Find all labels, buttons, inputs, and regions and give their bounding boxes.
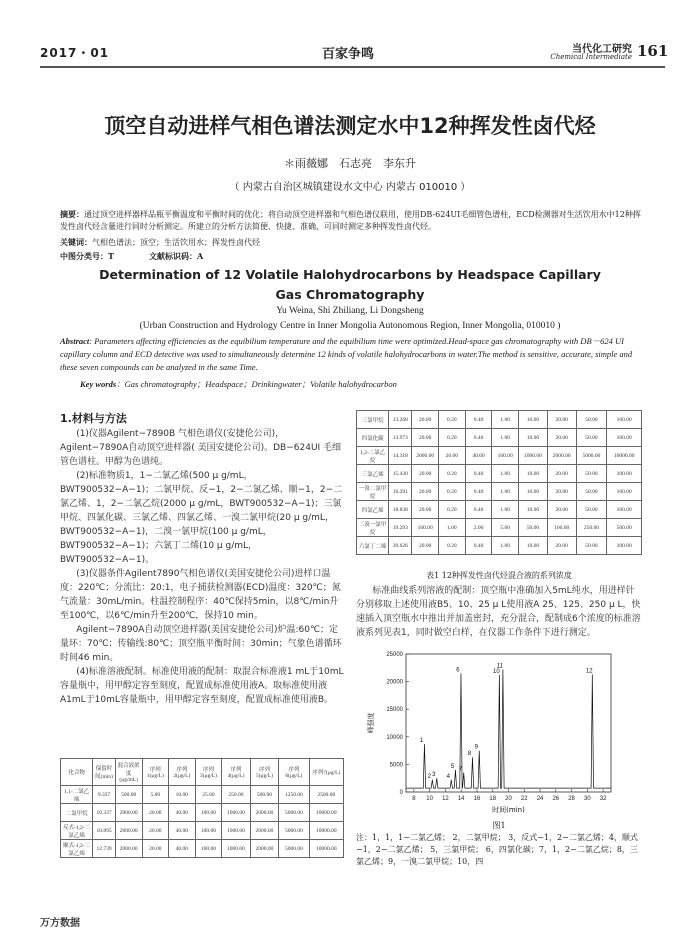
table-row [357,447,642,465]
table-cell: 50.00 [576,537,607,555]
table-cell: 2000.00 [250,822,279,840]
table-cell: 20.00 [439,447,466,465]
table-cell: 0.40 [465,411,492,429]
paragraph-conditions: (3)仪器条件Agilent7890气相色谱仪(美国安捷伦公司)进样口温度：220℃；分流比：20:1，电子捕获检测器(ECD)温度：320℃；氮气流量：30mL/min。柱温控制程序：40℃保持5min，以8℃/min升至100℃，以6℃/min升至200℃，保持10 min。 [60,569,341,621]
table-cell: 1.00 [439,519,466,537]
table-cell: 500.00 [607,519,642,537]
table-row [357,411,642,429]
x-tick-label: 26 [552,796,560,802]
y-axis-label: 峰强度 [367,712,375,734]
table-cell: 2000.00 [115,804,142,822]
x-tick-label: 14 [457,796,465,802]
authors-en: Yu Weina, Shi Zhiliang, Li Dongsheng [276,306,424,316]
table-cell: 20.00 [547,429,576,447]
doc-code-label: 文献标识码： [149,251,198,261]
chromatogram-trace [406,669,611,788]
table-cell: 10000.00 [607,447,642,465]
table-cell: 20.00 [412,537,439,555]
table-cell: 20.00 [142,804,169,822]
x-tick-label: 24 [536,796,544,802]
peak-label: 8 [467,751,472,758]
table-cell: 500.00 [250,786,279,804]
y-tick-label: 0 [399,790,403,796]
table-cell: 50.00 [576,429,607,447]
table-cell: 1.00 [492,537,519,555]
table-cell: 六氯丁二烯 [357,537,389,555]
table-cell: 15.430 [389,465,412,483]
table-cell: 100.00 [607,465,642,483]
table-cell: 二溴一氯甲烷 [357,519,389,537]
abstract-en-text: : Parameters affecting efficiencies as the equibilium temperature and the equibilium time were optimized.Head-space gas chromatography with DB－624 UI capillary column and ECD detective was used to simultaneously determine 12 kinds of volatile halohydrocarbons in water.The method is sensitive, accurate, simple and these seven compounds can be analyzed in the same Time. [60,336,633,372]
table-cell: 10.00 [519,465,548,483]
table-cell: 5.00 [492,519,519,537]
table-cell: 20.00 [547,483,576,501]
affiliation-en: (Urban Construction and Hydrology Centre in Inner Mongolia Autonomous Region, Inner Mongolia, 010010 ) [139,321,561,331]
table-cell: 100.00 [492,447,519,465]
keywords-en-label: Key words [80,379,117,389]
table-header-cell: 序列2(μg/L) [169,759,196,786]
y-tick-label: 25000 [386,652,403,658]
table-cell: 100.00 [607,501,642,519]
y-tick-label: 10000 [386,734,403,741]
table-cell: 10.00 [519,501,548,519]
abstract-cn [60,208,643,233]
table-cell: 0.40 [465,483,492,501]
x-tick-label: 16 [473,796,481,802]
figure-note: 注：1，1，1−二氯乙烯； 2，二氯甲烷； 3，反式−1，2−二氯乙烯；4，顺式−1，2−二氯乙烯； 5，三氯甲烷； 6，四氯化碳；7，1，2−二氯乙烷；8，三氯乙烯；9，一溴二氯甲烷；10，四 [356,833,638,866]
table-cell: 40.00 [169,804,196,822]
journal-name-en: Chemical Intermediate [550,53,632,61]
footer-source: 万方数据 [40,918,80,929]
table-cell: 0.20 [439,483,466,501]
table-cell: 13.973 [389,429,412,447]
table-cell: 100.00 [607,429,642,447]
table-cell: 20.00 [547,501,576,519]
table-cell: 0.20 [439,411,466,429]
table-cell: 10000.00 [309,804,343,822]
peak-label: 6 [456,667,460,674]
body-right-column [356,584,642,640]
classification [60,251,643,262]
table-cell: 19.293 [389,519,412,537]
affiliation-cn: （ 内蒙古自治区城镇建设水文中心 内蒙古 010010 ） [229,182,471,193]
table-cell: 10.00 [519,537,548,555]
table-cell: 50.00 [576,411,607,429]
table1-part-right [356,410,642,555]
table-cell: 100.00 [547,519,576,537]
table-cell: 100.00 [607,537,642,555]
table-header-cell: 序列1(μg/L) [142,759,169,786]
chromatogram-chart [364,648,624,820]
table-header-cell: 保留时间(min) [93,759,116,786]
table-cell: 250.00 [222,786,251,804]
table-cell: 20.00 [547,411,576,429]
x-tick-label: 22 [520,796,528,802]
table-cell: 50.00 [519,519,548,537]
table-cell: 四氯化碳 [357,429,389,447]
abstract-cn-text: 通过顶空进样器样品瓶平衡温度和平衡时间的优化；将自动顶空进样器和气相色谱仪联用，使用DB-624UI毛细管色谱柱，ECD检测器对生活饮用水中12种挥发性卤代烃含量进行同时分析测定。所建立的分析方法简便、快捷、准确、可同时测定多种挥发性卤代烃。 [60,210,641,231]
x-axis-label: 时间(min) [492,806,525,814]
table-cell: 14.318 [389,447,412,465]
x-tick-label: 32 [599,796,607,802]
peak-label: 2 [427,773,432,780]
table-cell: 50.00 [576,483,607,501]
table-cell: 12.739 [93,840,116,858]
table-cell: 反式-1,2-二氯乙烯 [61,822,93,840]
table-row [61,786,344,804]
title-en: Determination of 12 Volatile Halohydrocarbons by Headspace Capillary Gas Chromatography [99,267,601,302]
table-cell: 2000.00 [115,822,142,840]
table-cell: 100.00 [195,804,222,822]
y-tick-label: 15000 [386,707,403,714]
table-cell: 2000.00 [250,840,279,858]
table-cell: 100.00 [195,822,222,840]
table-cell: 20.00 [412,429,439,447]
table-cell: 10000.00 [309,840,343,858]
table-cell: 16.291 [389,483,412,501]
table-cell: 18.838 [389,501,412,519]
peak-label: 1 [419,737,424,744]
table-cell: 10.00 [519,483,548,501]
table-cell: 四氯乙烯 [357,501,389,519]
abstract-cn-label: 摘要： [60,209,84,219]
peak-label: 11 [496,663,504,670]
table-cell: 100.00 [607,411,642,429]
x-tick-label: 12 [442,796,449,802]
table-cell: 5.00 [142,786,169,804]
paragraph-headspace: Agilent−7890A自动顶空进样器(美国安捷伦公司)炉温:60℃；定量环：70℃；传输线:80℃；顶空瓶平衡时间：30min；气象色谱循环时间46 min。 [60,625,342,663]
keywords-en [80,378,640,390]
plot-frame [406,654,611,792]
y-tick-label: 20000 [386,679,403,686]
peak-label: 10 [493,668,500,675]
table-cell: 20.00 [142,840,169,858]
clc-label: 中图分类号： [60,251,108,261]
authors-cn: ＊雨薇娜 石志亮 李东升 [284,157,416,170]
table-row [357,483,642,501]
table-cell: 20.00 [412,501,439,519]
table-header-cell: 序列6(μg/L) [279,759,309,786]
table-cell: 三氯乙烯 [357,465,389,483]
table-cell: 10.895 [93,822,116,840]
table-cell: 顺式-1,2-二氯乙烯 [61,840,93,858]
keywords-cn-text: 气相色谱法；顶空；生活饮用水；挥发性卤代烃 [92,238,260,247]
table-cell: 20.00 [412,465,439,483]
column-title: 百家争鸣 [322,47,375,62]
table-cell: 0.40 [465,465,492,483]
peak-label: 3 [432,772,436,779]
paragraph-standards: (2)标准物质1，1−二氯乙烯(500 μ g/mL，BWT900532−A−1)；二氯甲烷、反−1，2−二氯乙烯、顺−1，2−二氯乙烯、1，2−二氯乙烷(2000 μ g/mL，BWT900532−A−1)；三氯甲烷、四氯化碳、三氯乙烯、四氯乙烯、一溴二氯甲烷(20 μ g/mL，BWT900532−A−1)，二溴一氯甲烷(100 μ g/mL，BWT900532−A−1)；六氯丁二烯(10 μ g/mL，BWT900532−A−1)。 [60,471,343,565]
table-cell: 1,1-二氯乙烯 [61,786,93,804]
table-cell: 10.337 [93,804,116,822]
table-row [61,840,344,858]
table-header-cell: 序列7(μg/L) [309,759,343,786]
table-cell: 1.00 [492,429,519,447]
x-tick-label: 20 [505,796,512,802]
table-cell: 2500.00 [309,786,343,804]
table-cell: 2.00 [465,519,492,537]
table-cell: 5000.00 [279,822,309,840]
table-cell: 0.40 [465,501,492,519]
table-cell: 40.00 [169,840,196,858]
keywords-cn [60,237,643,248]
keywords-cn-label: 关键词： [60,237,92,247]
y-tick-label: 5000 [389,762,403,769]
table-header-cell: 序列4(μg/L) [222,759,251,786]
table-cell: 20.00 [412,411,439,429]
page-number: 161 [637,42,669,60]
table-row [357,501,642,519]
table-cell: 0.40 [465,537,492,555]
peak-label: 4 [446,773,450,780]
table-cell: 2000.00 [547,447,576,465]
table-cell: 0.20 [439,465,466,483]
x-tick-label: 18 [489,796,497,802]
header-rule [40,66,665,68]
x-tick-label: 28 [568,796,575,802]
table-cell: 一溴二氯甲烷 [357,483,389,501]
paragraph-calibration: 标准曲线系列溶液的配制：顶空瓶中准确加入5mL纯水，用进样针分别移取上述使用液B5、10、25 μ L使用液A 25、125、250 μ L，快速插入顶空瓶水中推出并加盖密封，充分混合，配制成6个浓度的标准溶液系列见表1，同时做空白样，在仪器工作条件下进行测定。 [356,586,641,638]
doc-code-value: A [197,251,204,261]
table-header-cell: 序列5(μg/L) [250,759,279,786]
table-cell: 20.00 [412,483,439,501]
paragraph-instruments: (1)仪器Agilent−7890B 气相色谱仪(安捷伦公司)，Agilent−7890A自动顶空进样器( 美国安捷伦公司)。DB−624UI 毛细管色谱柱。甲醇为色谱纯。 [60,429,342,467]
table-cell: 1000.00 [222,840,251,858]
table-cell: 50.00 [576,501,607,519]
table-row [61,822,344,840]
table-header-cell: 化合物 [61,759,93,786]
table-cell: 0.20 [439,537,466,555]
peak-label: 9 [474,744,478,751]
table-cell: 二氯甲烷 [61,804,93,822]
table-cell: 13.268 [389,411,412,429]
keywords-en-text: ：Gas chromatography；Headspace；Drinkingwater；Volatile halohydrocarbon [116,379,397,389]
table-cell: 1.00 [492,411,519,429]
concentration-table-right [356,410,642,555]
table-cell: 1250.00 [279,786,309,804]
clc-value: T [108,251,114,261]
table-cell: 10.00 [169,786,196,804]
table-cell: 1.00 [492,501,519,519]
table-cell: 50.00 [576,465,607,483]
peak-label: 7 [459,766,463,773]
table-cell: 0.40 [465,429,492,447]
table-cell: 1.00 [492,483,519,501]
table-cell: 2000.00 [412,447,439,465]
table-cell: 1000.00 [222,822,251,840]
table-cell: 40.00 [465,447,492,465]
table-cell: 100.00 [195,840,222,858]
table-cell: 25.00 [195,786,222,804]
table-cell: 30.626 [389,537,412,555]
table-cell: 1.00 [492,465,519,483]
table-cell: 1000.00 [222,804,251,822]
table-cell: 40.00 [169,822,196,840]
table-cell: 10000.00 [309,822,343,840]
figure-caption: 图1 [492,821,506,830]
table-cell: 0.20 [439,429,466,447]
table-header-row [61,759,344,786]
table-row [357,537,642,555]
paragraph-solution: (4)标准溶液配制。标准使用液的配制：取混合标准液1 mL于10mL容量瓶中，用甲醇定容至刻度，配置成标准使用液A。取标准使用液A1mL于10mL容量瓶中，用甲醇定容至刻度，配置成标准使用液B。 [60,667,344,705]
table-cell: 5000.00 [576,447,607,465]
table-row [357,465,642,483]
table-cell: 10.00 [519,429,548,447]
table-header-cell: 序列3(μg/L) [195,759,222,786]
issue-date: 2017・01 [40,46,110,60]
table-cell: 1,2-二氯乙烷 [357,447,389,465]
table-header-cell: 混合液浓度(μg/mL) [115,759,142,786]
table-row [357,429,642,447]
body-left-column [60,427,346,707]
x-tick-label: 8 [412,796,416,802]
table-cell: 三氯甲烷 [357,411,389,429]
abstract-en-label: Abstract [60,336,90,346]
table-cell: 20.00 [547,537,576,555]
title-cn: 顶空自动进样气相色谱法测定水中12种挥发性卤代烃 [104,114,596,138]
abstract-en [60,335,643,374]
table-cell: 500.00 [115,786,142,804]
table-cell: 10.00 [519,411,548,429]
table1-part-left [60,758,344,858]
x-tick-label: 30 [584,796,591,802]
table-cell: 20.00 [142,822,169,840]
concentration-table-left [60,758,344,858]
table-row [61,804,344,822]
peak-label: 5 [450,763,455,770]
table-cell: 20.00 [547,465,576,483]
table-cell: 100.00 [412,519,439,537]
table-cell: 0.20 [439,501,466,519]
table-cell: 5000.00 [279,804,309,822]
table-caption: 表1 12种挥发性卤代烃混合液的系列浓度 [426,571,572,580]
table-cell: 250.00 [576,519,607,537]
table-row [357,519,642,537]
table-cell: 100.00 [607,483,642,501]
section-heading: 1.材料与方法 [60,412,127,425]
journal-name-cn: 当代化工研究 [572,44,632,55]
table-cell: 1000.00 [519,447,548,465]
table-cell: 2000.00 [250,804,279,822]
table-cell: 9.337 [93,786,116,804]
peak-label: 12 [585,668,593,675]
table-cell: 2000.00 [115,840,142,858]
x-tick-label: 10 [426,796,433,802]
table-cell: 5000.00 [279,840,309,858]
